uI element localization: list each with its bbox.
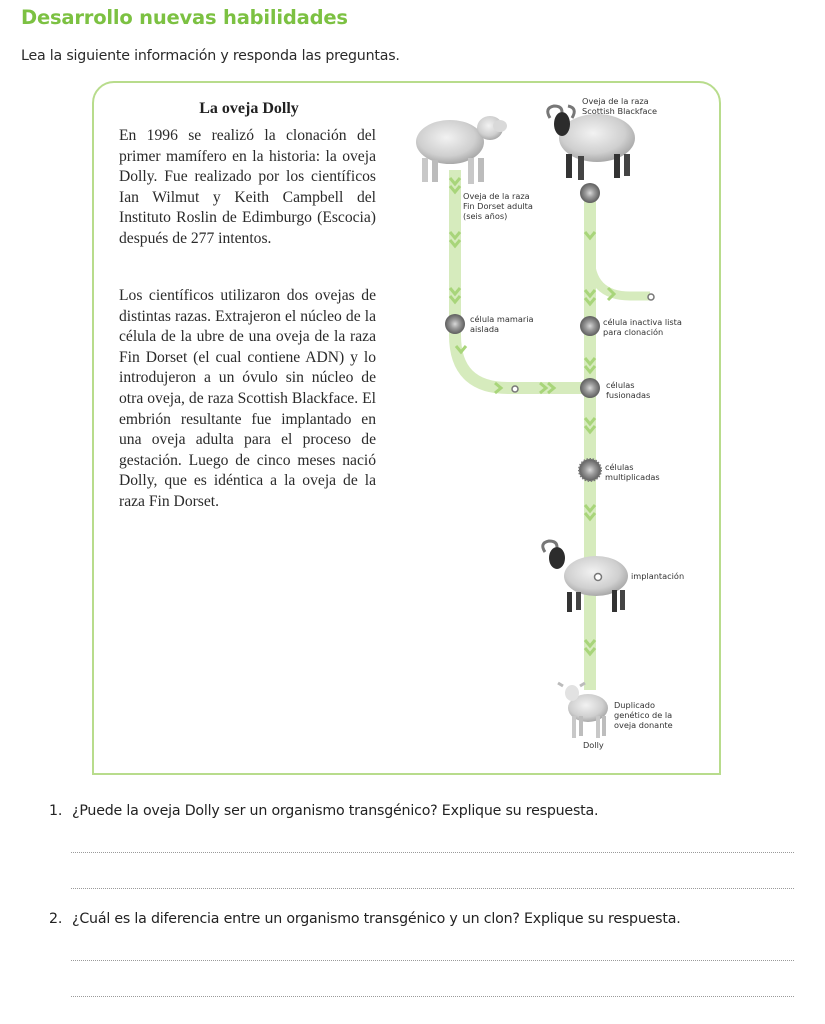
nucleus-small-right [648,294,654,300]
card-title: La oveja Dolly [199,100,299,117]
label-celulas-fusionadas: células fusionadas [606,380,651,400]
answer-line-2b[interactable] [71,996,794,997]
cell-inactiva [580,316,600,336]
label-scottish: Oveja de la raza Scottish Blackface [582,96,658,116]
cell-scottish-ovum [580,183,600,203]
answer-line-1b[interactable] [71,888,794,889]
question-number: 1. [49,803,63,819]
label-implantacion: implantación [631,571,685,581]
cell-fusionadas [580,378,600,398]
answer-line-2a[interactable] [71,960,794,961]
question-2 [49,911,681,927]
card-paragraph-2: Los científicos utilizaron dos ovejas de distintas razas. Extrajeron el núcleo de la célula de la ubre de una oveja de la raza Fin Dorset (el cual contiene ADN) y lo introdujeron a un óvulo sin núcleo de otra oveja, de raza Scottish Blackface. El embrión resultante fue implantado en una oveja adulta para el proceso de gestación. Luego de cinco meses nació Dolly, que es idéntica a la oveja de la raza Fin Dorset. [119,287,376,510]
cell-multiplicadas [579,459,601,481]
label-celula-mamaria: célula mamaria aislada [470,314,534,334]
answer-line-1a[interactable] [71,852,794,853]
question-number: 2. [49,911,63,927]
question-1 [49,803,598,819]
nucleus-small-left [512,386,518,392]
label-duplicado: Duplicado genético de la oveja donante [614,700,673,730]
label-celula-inactiva: célula inactiva lista para clonación [603,317,682,337]
label-celulas-multiplicadas: células multiplicadas [605,462,660,482]
card-paragraph-1: En 1996 se realizó la clonación del primer mamífero en la historia: la oveja Dolly. Fue realizado por los científicos Ian Wilmut y Keith Campbell del Instituto Roslin de Edimburgo (Escocia) después de 277 intentos. [119,127,376,247]
label-fin-dorset: Oveja de la raza Fin Dorset adulta (seis años) [463,191,533,221]
instructions: Lea la siguiente información y responda las preguntas. [21,48,400,64]
question-text: ¿Cuál es la diferencia entre un organismo transgénico y un clon? Explique su respuesta. [72,911,681,927]
question-text: ¿Puede la oveja Dolly ser un organismo transgénico? Explique su respuesta. [72,803,599,819]
cell-mamaria [445,314,465,334]
label-dolly: Dolly [583,740,604,750]
section-title: Desarrollo nuevas habilidades [21,6,348,29]
